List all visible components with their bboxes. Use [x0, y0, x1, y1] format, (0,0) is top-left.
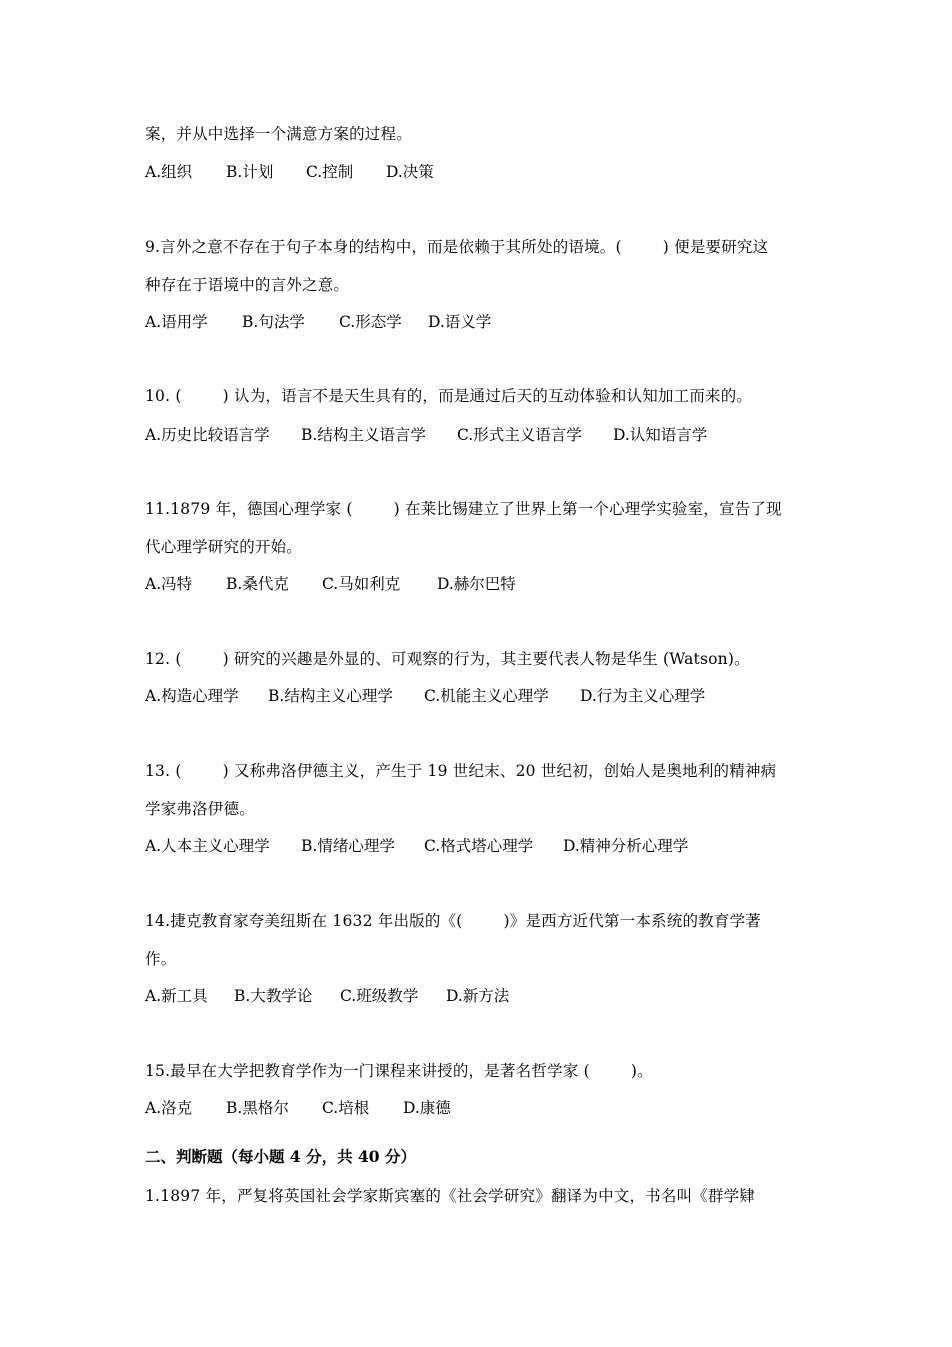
q13-stem-line2: 学家弗洛伊德。	[145, 800, 255, 818]
q15-stem-line1: 15.最早在大学把教育学作为一门课程来讲授的，是著名哲学家 ( )。	[145, 1062, 653, 1080]
q15-option-c: C.培根	[322, 1099, 370, 1117]
q11-option-d: D.赫尔巴特	[437, 575, 516, 593]
q10-option-c: C.形式主义语言学	[457, 426, 582, 444]
q15-option-b: B.黑格尔	[226, 1099, 289, 1117]
q12-option-b: B.结构主义心理学	[268, 687, 393, 705]
q14-option-c: C.班级教学	[340, 987, 419, 1005]
q8-option-d: D.决策	[386, 163, 434, 181]
q13-option-c: C.格式塔心理学	[424, 837, 534, 855]
q9-stem-line2: 种存在于语境中的言外之意。	[145, 276, 350, 294]
q11-option-c: C.马如利克	[322, 575, 401, 593]
q12-stem-line1: 12. ( ) 研究的兴趣是外显的、可观察的行为，其主要代表人物是华生 (Watson)。	[145, 650, 750, 668]
q12-option-c: C.机能主义心理学	[424, 687, 549, 705]
q9-option-c: C.形态学	[339, 313, 402, 331]
q11-stem-line2: 代心理学研究的开始。	[145, 538, 303, 556]
q13-option-d: D.精神分析心理学	[563, 837, 689, 855]
q11-stem-line1: 11.1879 年，德国心理学家 ( ) 在莱比锡建立了世界上第一个心理学实验室，宣告了现	[145, 500, 782, 518]
q14-stem-line2: 作。	[145, 950, 177, 968]
q9-option-a: A.语用学	[145, 313, 208, 331]
q10-option-d: D.认知语言学	[613, 426, 708, 444]
q10-stem-line1: 10. ( ) 认为，语言不是天生具有的，而是通过后天的互动体验和认知加工而来的。	[145, 387, 753, 405]
q8-stem-continuation: 案，并从中选择一个满意方案的过程。	[145, 125, 412, 143]
q15-option-d: D.康德	[403, 1099, 451, 1117]
section-heading-true-false: 二、判断题（每小题 4 分，共 40 分）	[145, 1147, 416, 1166]
q9-option-d: D.语义学	[428, 313, 492, 331]
q9-option-b: B.句法学	[242, 313, 305, 331]
q11-option-b: B.桑代克	[226, 575, 289, 593]
q8-option-c: C.控制	[306, 163, 354, 181]
q11-option-a: A.冯特	[145, 575, 193, 593]
q14-option-d: D.新方法	[446, 987, 510, 1005]
q8-option-b: B.计划	[226, 163, 274, 181]
q10-option-a: A.历史比较语言学	[145, 426, 270, 444]
q14-stem-line1: 14.捷克教育家夸美纽斯在 1632 年出版的《( )》是西方近代第一本系统的教育学著	[145, 912, 761, 930]
q13-option-a: A.人本主义心理学	[145, 837, 270, 855]
q8-option-a: A.组织	[145, 163, 193, 181]
q13-stem-line1: 13. ( ) 又称弗洛伊德主义，产生于 19 世纪末、20 世纪初，创始人是奥地利的精神病	[145, 762, 777, 780]
q12-option-a: A.构造心理学	[145, 687, 239, 705]
q10-option-b: B.结构主义语言学	[301, 426, 426, 444]
q12-option-d: D.行为主义心理学	[580, 687, 706, 705]
q14-option-a: A.新工具	[145, 987, 208, 1005]
q14-option-b: B.大教学论	[234, 987, 313, 1005]
s2-q1-stem-line1: 1.1897 年，严复将英国社会学家斯宾塞的《社会学研究》翻译为中文，书名叫《群学肄	[145, 1187, 756, 1205]
q13-option-b: B.情绪心理学	[301, 837, 395, 855]
q15-option-a: A.洛克	[145, 1099, 193, 1117]
q9-stem-line1: 9.言外之意不存在于句子本身的结构中，而是依赖于其所处的语境。( ) 便是要研究这	[145, 238, 769, 256]
